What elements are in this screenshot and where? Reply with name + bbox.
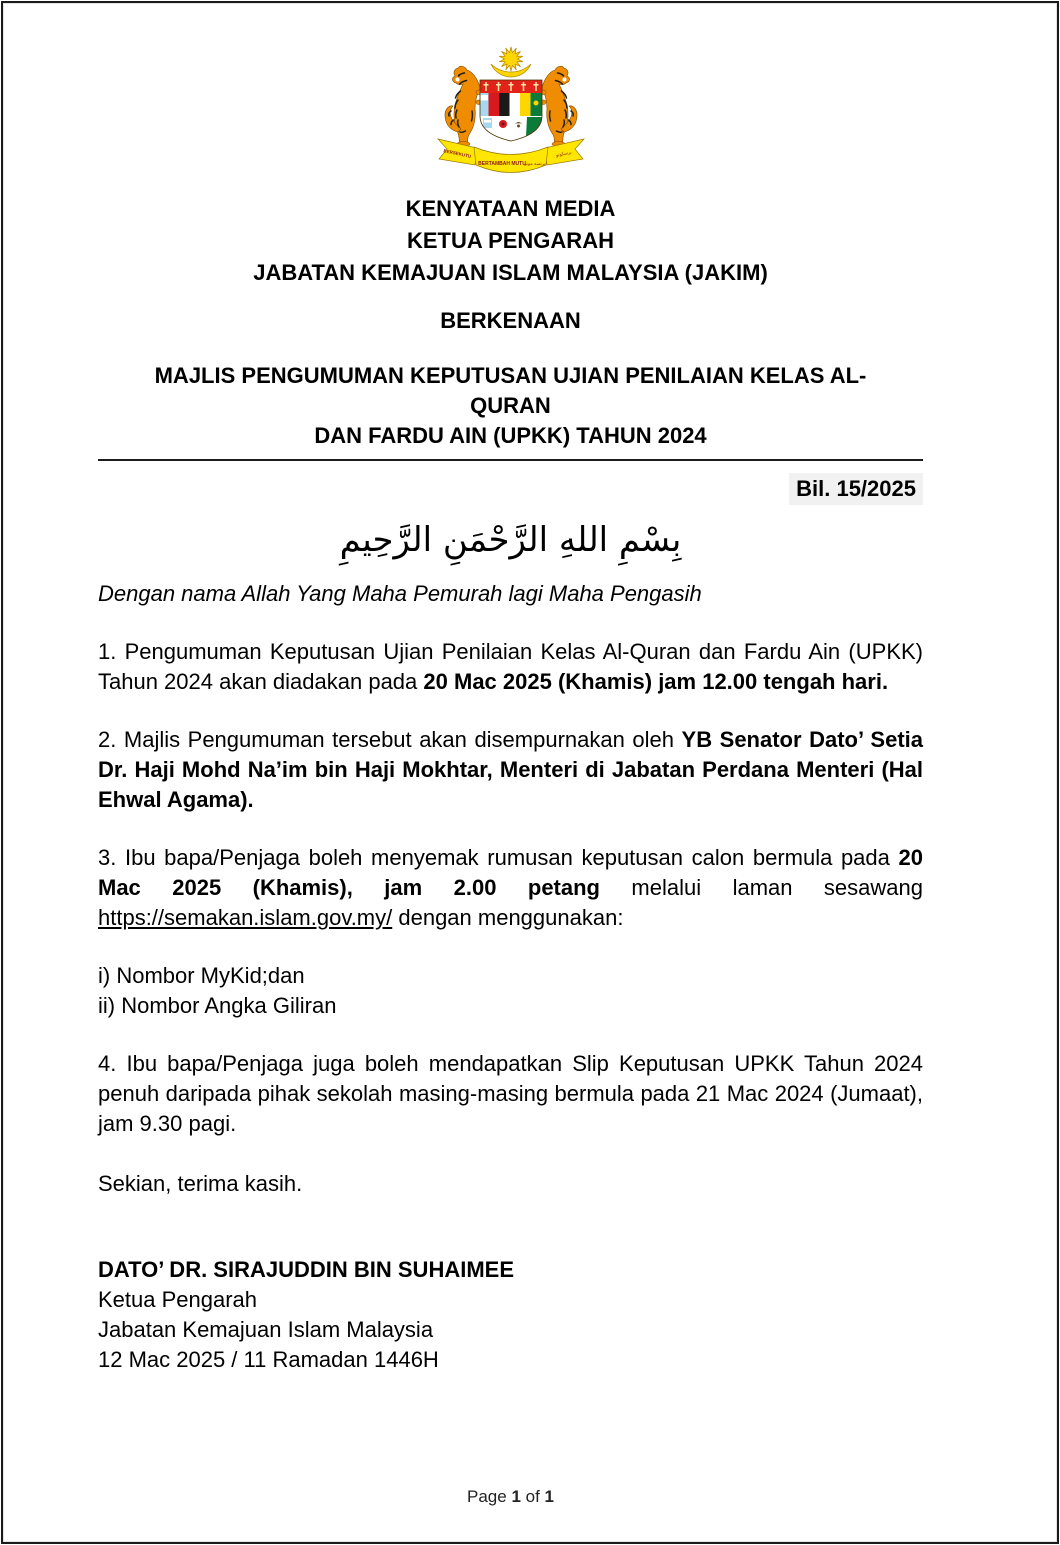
- motto-bersekutu-text: BERSEKUTU: [442, 148, 472, 159]
- text-run: 20 Mac 2025 (Khamis), jam 2.00 petang: [98, 845, 923, 900]
- letterhead: [98, 193, 923, 289]
- text-run: 1: [511, 1487, 521, 1506]
- bismillah-calligraphy: بِسْمِ اللهِ الرَّحْمَنِ الرَّحِيمِ: [339, 520, 682, 560]
- closing-remark: Sekian, terima kasih.: [98, 1171, 303, 1196]
- list-item: ii) Nombor Angka Giliran: [98, 993, 337, 1018]
- paragraph-2: [98, 725, 923, 815]
- subject-label: BERKENAAN: [440, 308, 581, 333]
- text-run: 3. Ibu bapa/Penjaga boleh menyemak rumusan keputusan calon bermula pada: [98, 845, 899, 870]
- bismillah-translation: Dengan nama Allah Yang Maha Pemurah lagi Maha Pengasih: [98, 581, 702, 606]
- text-run: 4. Ibu bapa/Penjaga juga boleh mendapatkan Slip Keputusan UPKK Tahun 2024 penuh daripada pihak sekolah masing-masing bermula pada 21 Mac 2024 (Jumaat), jam 9.30 pagi.: [98, 1051, 923, 1136]
- paragraph-4: [98, 1049, 923, 1139]
- text-run: of: [520, 1487, 545, 1506]
- title-underline: [98, 459, 923, 461]
- requirement-list: [98, 961, 923, 1021]
- signature-block: [98, 1255, 923, 1375]
- motto-bertambah-mutu-text: BERTAMBAH MUTU: [477, 161, 526, 167]
- document-content: [98, 3, 923, 1375]
- federal-star-icon: [499, 47, 522, 71]
- text-run: dengan menggunakan:: [392, 905, 624, 930]
- list-item: i) Nombor MyKid;dan: [98, 963, 305, 988]
- signatory-organization: Jabatan Kemajuan Islam Malaysia: [98, 1317, 434, 1342]
- malaysia-coat-of-arms: [416, 41, 606, 181]
- text-run: 1. Pengumuman Keputusan Ujian Penilaian Kelas Al-Quran dan Fardu Ain (UPKK) Tahun 2024 akan diadakan pada: [98, 639, 923, 694]
- reference-number-row: [98, 473, 923, 505]
- letter-date: 12 Mac 2025 / 11 Ramadan 1446H: [98, 1347, 439, 1372]
- paragraph-3: [98, 843, 923, 933]
- document-title: [98, 361, 923, 451]
- text-run: melalui laman sesawang: [600, 875, 923, 900]
- tiger-left-icon: [445, 66, 484, 146]
- title-line-2: QURAN: [470, 393, 551, 418]
- text-run: 20 Mac 2025 (Khamis) jam 12.00 tengah hari.: [423, 669, 889, 694]
- motto-banner: [438, 139, 584, 173]
- text-run: Page: [467, 1487, 512, 1506]
- text-run: 1: [544, 1487, 554, 1506]
- header-line-1: KENYATAAN MEDIA: [405, 196, 616, 221]
- motto-jawi-right-text: برسکوتو: [555, 150, 572, 159]
- paragraph-1: [98, 637, 923, 697]
- title-line-1: MAJLIS PENGUMUMAN KEPUTUSAN UJIAN PENILAIAN KELAS AL-: [154, 363, 867, 388]
- semakan-link[interactable]: https://semakan.islam.gov.my/: [98, 905, 393, 930]
- shield-icon: [480, 80, 542, 141]
- signatory-title: Ketua Pengarah: [98, 1287, 258, 1312]
- document-page: [1, 1, 1059, 1544]
- text-run: 2. Majlis Pengumuman tersebut akan disempurnakan oleh: [98, 727, 682, 752]
- reference-number-badge: Bil. 15/2025: [789, 473, 923, 505]
- motto-jawi-center-text: برتمبه موتو: [523, 162, 546, 167]
- coat-of-arms-icon: [416, 41, 606, 181]
- header-line-2: KETUA PENGARAH: [407, 228, 614, 253]
- page-number: [98, 1486, 923, 1508]
- title-line-3: DAN FARDU AIN (UPKK) TAHUN 2024: [314, 423, 707, 448]
- text-run: YB Senator Dato’ Setia Dr. Haji Mohd Na’im bin Haji Mokhtar, Menteri di Jabatan Perdana Menteri (Hal Ehwal Agama).: [98, 727, 924, 812]
- signatory-name: DATO’ DR. SIRAJUDDIN BIN SUHAIMEE: [98, 1257, 515, 1282]
- tiger-right-icon: [538, 66, 577, 146]
- header-line-3: JABATAN KEMAJUAN ISLAM MALAYSIA (JAKIM): [253, 260, 768, 285]
